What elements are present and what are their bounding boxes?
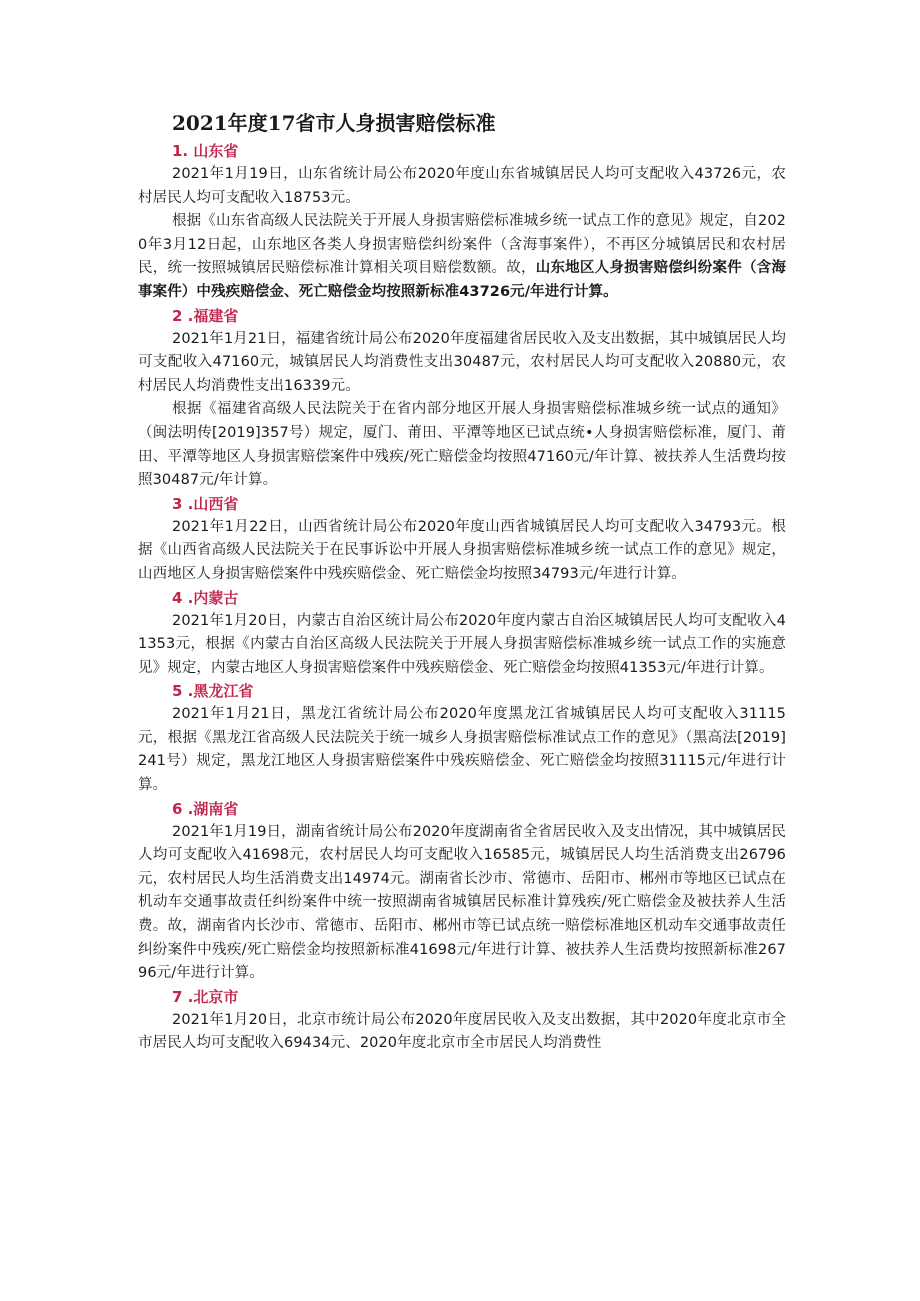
- section-heading: 5 .黑龙江省: [172, 682, 254, 701]
- paragraph: 2021年1月22日，山西省统计局公布2020年度山西省城镇居民人均可支配收入34793元。根据《山西省高级人民法院关于在民事诉讼中开展人身损害赔偿标准城乡统一试点工作的意见》规定，山西地区人身损害赔偿案件中残疾赔偿金、死亡赔偿金均按照34793元/年进行计算。: [138, 518, 786, 582]
- document-page: [138, 108, 786, 1056]
- paragraph-text: 根据《山东省高级人民法院关于开展人身损害赔偿标准城乡统一试点工作的意见》规定，自2020年3月12日起，山东地区各类人身损害赔偿纠纷案件（含海事案件），不再区分城镇居民和农村居民，统一按照城镇居民赔偿标准计算相关项目赔偿数额。故，: [138, 213, 786, 277]
- paragraph: 2021年1月19日，湖南省统计局公布2020年度湖南省全省居民收入及支出情况，其中城镇居民人均可支配收入41698元，农村居民人均可支配收入16585元，城镇居民人均生活消费支出26796元，农村居民人均生活消费支出14974元。湖南省长沙市、常德市、岳阳市、郴州市等地区已试点在机动车交通事故责任纠纷案件中统一按照湖南省城镇居民标准计算残疾/死亡赔偿金及被扶养人生活费。故，湖南省内长沙市、常德市、岳阳市、郴州市等已试点统一赔偿标准地区机动车交通事故责任纠纷案件中残疾/死亡赔偿金均按照新标准41698元/年进行计算、被扶养人生活费均按照新标准26796元/年进行计算。: [138, 823, 786, 982]
- section-heading: 1. 山东省: [172, 142, 239, 160]
- bold-conclusion: 山东地区人身损害赔偿纠纷案件（含海事案件）中残疾赔偿金、死亡赔偿金均按照新标准43726元/年进行计算。: [138, 260, 786, 300]
- section-heilongjiang: [138, 680, 786, 797]
- section-heading: 2 .福建省: [172, 306, 239, 325]
- paragraph: 2021年1月19日，山东省统计局公布2020年度山东省城镇居民人均可支配收入43726元，农村居民人均可支配收入18753元。: [138, 166, 786, 206]
- section-hunan: [138, 798, 786, 986]
- section-fujian: [138, 305, 786, 493]
- document-title: 2021年度17省市人身损害赔偿标准: [172, 111, 496, 135]
- section-neimenggu: [138, 587, 786, 681]
- paragraph: 2021年1月21日，福建省统计局公布2020年度福建省居民收入及支出数据，其中城镇居民人均可支配收入47160元，城镇居民人均消费性支出30487元，农村居民人均可支配收入20880元，农村居民人均消费性支出16339元。: [138, 330, 786, 394]
- section-heading: 4 .内蒙古: [172, 588, 239, 607]
- section-shandong: [138, 140, 786, 305]
- paragraph: 2021年1月21日，黑龙江省统计局公布2020年度黑龙江省城镇居民人均可支配收入31115元，根据《黑龙江省高级人民法院关于统一城乡人身损害赔偿标准试点工作的意见》（黑高法[2019]241号）规定，黑龙江地区人身损害赔偿案件中残疾赔偿金、死亡赔偿金均按照31115元/年进行计算。: [138, 706, 786, 794]
- section-beijing: [138, 986, 786, 1056]
- paragraph: 2021年1月20日，北京市统计局公布2020年度居民收入及支出数据，其中2020年度北京市全市居民人均可支配收入69434元、2020年度北京市全市居民人均消费性: [138, 1011, 786, 1052]
- paragraph: 根据《福建省高级人民法院关于在省内部分地区开展人身损害赔偿标准城乡统一试点的通知》（闽法明传[2019]357号）规定，厦门、莆田、平潭等地区已试点统•人身损害赔偿标准，厦门、莆田、平潭等地区人身损害赔偿案件中残疾/死亡赔偿金均按照47160元/年计算、被扶养人生活费均按照30487元/年计算。: [138, 401, 786, 489]
- section-heading: 6 .湖南省: [172, 799, 239, 818]
- section-shanxi: [138, 493, 786, 587]
- section-heading: 7 .北京市: [172, 987, 239, 1006]
- section-heading: 3 .山西省: [172, 494, 239, 513]
- paragraph: [138, 210, 786, 304]
- paragraph: 2021年1月20日，内蒙古自治区统计局公布2020年度内蒙古自治区城镇居民人均可支配收入41353元，根据《内蒙古自治区高级人民法院关于开展人身损害赔偿标准城乡统一试点工作的实施意见》规定，内蒙古地区人身损害赔偿案件中残疾赔偿金、死亡赔偿金均按照41353元/年进行计算。: [138, 612, 786, 676]
